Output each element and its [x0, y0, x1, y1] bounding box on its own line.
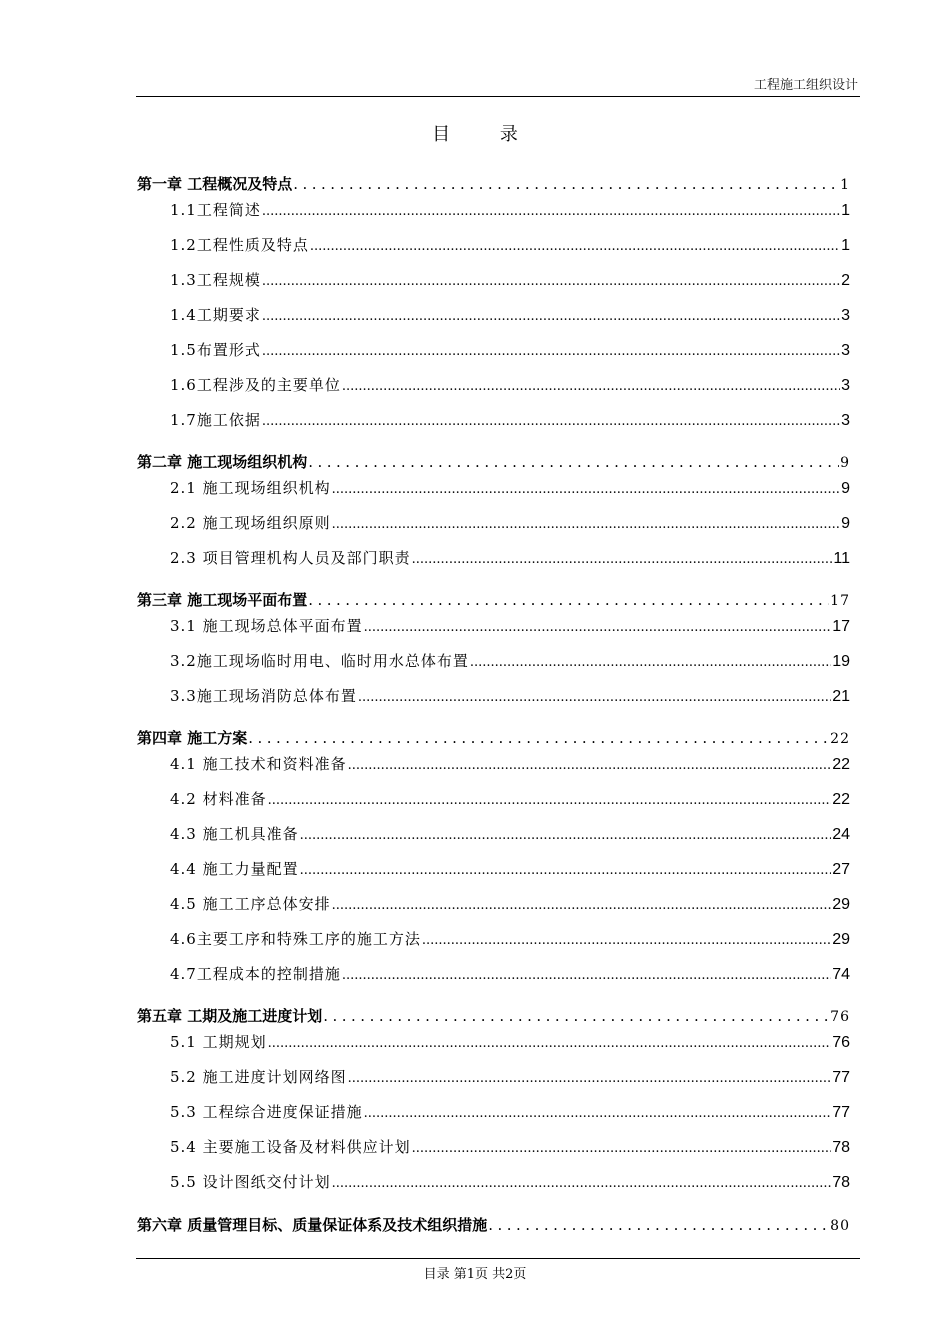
toc-entry-page: 29 — [832, 931, 850, 948]
toc-entry-label: 第四章 施工方案 — [137, 729, 248, 747]
toc-entry-label: 1.5布置形式 — [170, 341, 261, 359]
toc-entry-label: 1.7施工依据 — [170, 411, 261, 429]
toc-entry-page: 17 — [832, 618, 850, 635]
toc-entry-page: 1 — [840, 177, 850, 193]
toc-entry-label: 2.2 施工现场组织原则 — [170, 514, 331, 532]
toc-entry-page: 21 — [832, 688, 850, 705]
toc-leader-dots — [262, 270, 840, 294]
toc-leader-dots — [262, 305, 840, 329]
toc-section-entry[interactable] — [170, 892, 850, 916]
toc-section-entry[interactable] — [170, 1135, 850, 1159]
toc-entry-label: 3.3施工现场消防总体布置 — [170, 687, 357, 705]
toc-section-entry[interactable] — [170, 303, 850, 327]
toc-section-entry[interactable] — [170, 511, 850, 535]
footer-rule — [136, 1258, 860, 1259]
toc-entry-label: 第六章 质量管理目标、质量保证体系及技术组织措施 — [137, 1216, 488, 1234]
toc-leader-dots — [332, 513, 840, 537]
toc-entry-page: 22 — [832, 791, 850, 808]
toc-entry-label: 5.3 工程综合进度保证措施 — [170, 1103, 363, 1121]
toc-leader-dots — [308, 450, 839, 474]
toc-leader-dots — [262, 200, 840, 224]
toc-entry-label: 5.2 施工进度计划网络图 — [170, 1068, 347, 1086]
toc-section-entry[interactable] — [170, 476, 850, 500]
toc-chapter-entry[interactable] — [137, 1213, 850, 1237]
toc-entry-label: 第三章 施工现场平面布置 — [137, 591, 308, 609]
toc-title: 目 录 — [432, 124, 540, 145]
toc-entry-label: 5.4 主要施工设备及材料供应计划 — [170, 1138, 411, 1156]
toc-entry-page: 9 — [841, 515, 850, 532]
toc-section-entry[interactable] — [170, 408, 850, 432]
toc-leader-dots — [268, 789, 832, 813]
toc-section-entry[interactable] — [170, 198, 850, 222]
toc-leader-dots — [262, 340, 840, 364]
toc-section-entry[interactable] — [170, 546, 850, 570]
toc-entry-page: 2 — [841, 272, 850, 289]
toc-entry-label: 1.1工程简述 — [170, 201, 261, 219]
toc-chapter-entry[interactable] — [137, 172, 850, 196]
toc-entry-page: 17 — [830, 593, 850, 609]
toc-entry-label: 5.1 工期规划 — [170, 1033, 267, 1051]
toc-entry-page: 22 — [832, 756, 850, 773]
toc-entry-page: 78 — [832, 1139, 850, 1156]
toc-entry-label: 2.3 项目管理机构人员及部门职责 — [170, 549, 411, 567]
toc-leader-dots — [323, 1004, 829, 1028]
toc-section-entry[interactable] — [170, 927, 850, 951]
toc-leader-dots — [342, 964, 831, 988]
toc-entry-page: 3 — [841, 307, 850, 324]
toc-entry-label: 4.2 材料准备 — [170, 790, 267, 808]
toc-entry-page: 78 — [832, 1174, 850, 1191]
toc-leader-dots — [248, 726, 829, 750]
toc-chapter-entry[interactable] — [137, 726, 850, 750]
toc-section-entry[interactable] — [170, 233, 850, 257]
toc-chapter-entry[interactable] — [137, 1004, 850, 1028]
toc-entry-page: 11 — [833, 550, 850, 567]
toc-entry-label: 第五章 工期及施工进度计划 — [137, 1007, 323, 1025]
toc-section-entry[interactable] — [170, 787, 850, 811]
toc-leader-dots — [348, 1067, 832, 1091]
toc-entry-label: 4.7工程成本的控制措施 — [170, 965, 341, 983]
toc-leader-dots — [488, 1213, 829, 1237]
toc-section-entry[interactable] — [170, 1065, 850, 1089]
toc-entry-label: 1.2工程性质及特点 — [170, 236, 309, 254]
toc-entry-page: 77 — [832, 1069, 850, 1086]
toc-entry-page: 3 — [841, 342, 850, 359]
toc-leader-dots — [470, 651, 831, 675]
toc-leader-dots — [412, 1137, 832, 1161]
toc-leader-dots — [308, 588, 829, 612]
toc-section-entry[interactable] — [170, 962, 850, 986]
footer-page-info: 目录 第1页 共2页 — [423, 1267, 527, 1282]
toc-leader-dots — [348, 754, 832, 778]
toc-entry-label: 1.3工程规模 — [170, 271, 261, 289]
toc-entry-label: 2.1 施工现场组织机构 — [170, 479, 331, 497]
toc-entry-page: 3 — [841, 377, 850, 394]
toc-entry-page: 80 — [830, 1218, 850, 1234]
toc-entry-page: 76 — [830, 1009, 850, 1025]
toc-entry-page: 29 — [832, 896, 850, 913]
toc-section-entry[interactable] — [170, 1030, 850, 1054]
toc-leader-dots — [310, 235, 840, 259]
toc-entry-page: 22 — [830, 731, 850, 747]
toc-chapter-entry[interactable] — [137, 450, 850, 474]
toc-section-entry[interactable] — [170, 822, 850, 846]
toc-entry-page: 1 — [841, 237, 850, 254]
toc-leader-dots — [342, 375, 840, 399]
toc-leader-dots — [332, 478, 840, 502]
toc-entry-page: 9 — [840, 455, 850, 471]
toc-entry-label: 第二章 施工现场组织机构 — [137, 453, 308, 471]
toc-section-entry[interactable] — [170, 1100, 850, 1124]
toc-entry-label: 3.1 施工现场总体平面布置 — [170, 617, 363, 635]
toc-leader-dots — [364, 616, 832, 640]
toc-entry-label: 1.4工期要求 — [170, 306, 261, 324]
toc-entry-page: 3 — [841, 412, 850, 429]
toc-leader-dots — [268, 1032, 832, 1056]
toc-leader-dots — [332, 894, 832, 918]
toc-entry-page: 9 — [841, 480, 850, 497]
toc-section-entry[interactable] — [170, 268, 850, 292]
toc-entry-label: 4.5 施工工序总体安排 — [170, 895, 331, 913]
toc-leader-dots — [300, 824, 832, 848]
toc-entry-label: 4.4 施工力量配置 — [170, 860, 299, 878]
toc-leader-dots — [332, 1172, 832, 1196]
toc-entry-page: 76 — [832, 1034, 850, 1051]
toc-entry-page: 77 — [832, 1104, 850, 1121]
toc-entry-label: 4.1 施工技术和资料准备 — [170, 755, 347, 773]
toc-section-entry[interactable] — [170, 752, 850, 776]
toc-entry-page: 24 — [832, 826, 850, 843]
toc-entry-page: 74 — [832, 966, 850, 983]
toc-leader-dots — [422, 929, 831, 953]
toc-section-entry[interactable] — [170, 338, 850, 362]
toc-leader-dots — [412, 548, 833, 572]
toc-section-entry[interactable] — [170, 1170, 850, 1194]
toc-section-entry[interactable] — [170, 684, 850, 708]
toc-entry-page: 19 — [832, 653, 850, 670]
toc-entry-label: 第一章 工程概况及特点 — [137, 175, 293, 193]
toc-chapter-entry[interactable] — [137, 588, 850, 612]
toc-leader-dots — [358, 686, 831, 710]
header-title: 工程施工组织设计 — [753, 78, 858, 93]
toc-section-entry[interactable] — [170, 373, 850, 397]
toc-entry-label: 4.3 施工机具准备 — [170, 825, 299, 843]
toc-entry-page: 27 — [832, 861, 850, 878]
toc-leader-dots — [300, 859, 832, 883]
toc-section-entry[interactable] — [170, 614, 850, 638]
toc-entry-label: 4.6主要工序和特殊工序的施工方法 — [170, 930, 421, 948]
toc-leader-dots — [262, 410, 840, 434]
toc-entry-page: 1 — [841, 202, 850, 219]
toc-entry-label: 3.2施工现场临时用电、临时用水总体布置 — [170, 652, 469, 670]
toc-entry-label: 1.6工程涉及的主要单位 — [170, 376, 341, 394]
toc-section-entry[interactable] — [170, 857, 850, 881]
toc-entry-label: 5.5 设计图纸交付计划 — [170, 1173, 331, 1191]
toc-leader-dots — [293, 172, 839, 196]
toc-section-entry[interactable] — [170, 649, 850, 673]
toc-leader-dots — [364, 1102, 832, 1126]
